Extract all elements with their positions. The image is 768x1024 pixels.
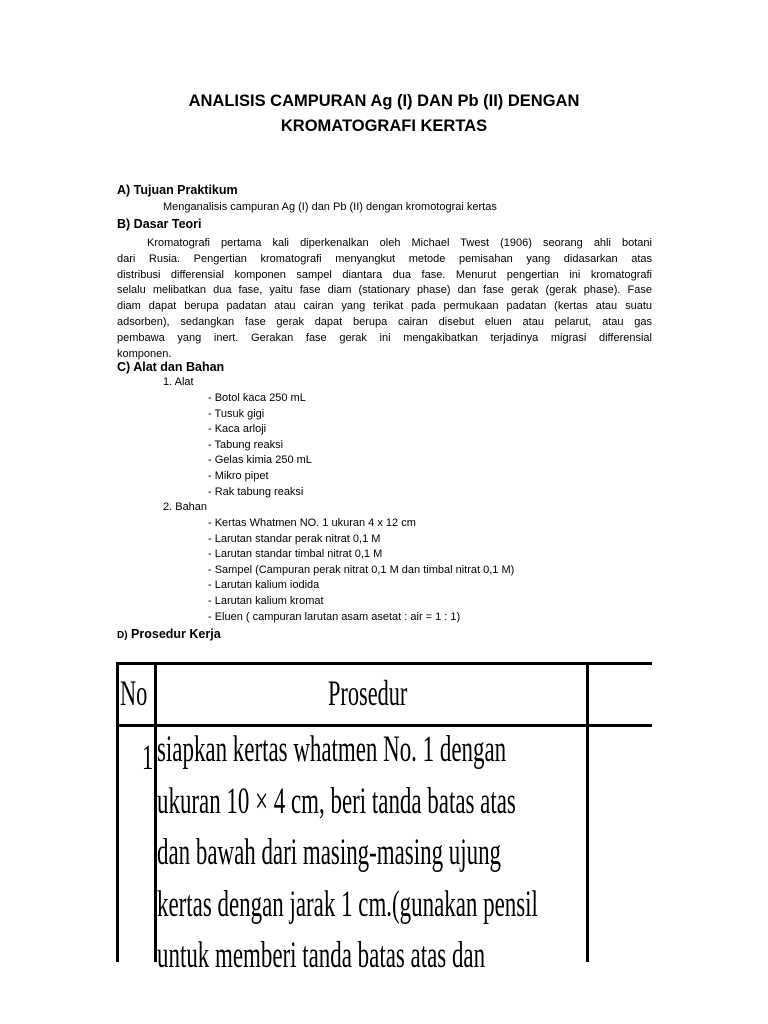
- section-b-heading: B) Dasar Teori: [117, 217, 202, 231]
- theory-line: komponen.: [117, 347, 172, 360]
- bahan-heading: 2. Bahan: [163, 501, 208, 513]
- procedure-line: ukuran 10 × 4 cm, beri tanda batas atas: [157, 780, 516, 822]
- theory-line: distribusi differensial komponen sampel diantara dua fase. Menurut pengertian ini kromatografi: [117, 268, 652, 281]
- list-item: - Larutan kalium iodida: [208, 579, 320, 592]
- list-item: - Larutan kalium kromat: [208, 594, 324, 607]
- procedure-line: dan bawah dari masing-masing ujung: [157, 832, 502, 873]
- list-item: - Tabung reaksi: [208, 438, 284, 451]
- table-top-border: [117, 662, 652, 665]
- list-item: - Tusuk gigi: [208, 407, 265, 420]
- section-d-prefix: D): [117, 630, 128, 641]
- section-a-heading: A) Tujuan Praktikum: [117, 183, 238, 197]
- procedure-line: kertas dengan jarak 1 cm.(gunakan pensil: [157, 883, 538, 925]
- alat-heading: 1. Alat: [163, 376, 194, 388]
- table-row-number: 1: [142, 737, 154, 777]
- theory-line: selalu melibatkan dua fase, yaitu fase diam (stationary phase) dan fase gerak (gerak phase). Fase: [117, 284, 652, 297]
- list-item: - Sampel (Campuran perak nitrat 0,1 M dan timbal nitrat 0,1 M): [208, 563, 515, 576]
- section-c-heading: C) Alat dan Bahan: [117, 360, 225, 374]
- procedure-line: siapkan kertas whatmen No. 1 dengan: [157, 729, 507, 770]
- list-item: - Botol kaca 250 mL: [208, 392, 306, 404]
- list-item: - Larutan standar timbal nitrat 0,1 M: [208, 548, 383, 561]
- theory-line: pembawa yang inert. Gerakan fase gerak ini mengakibatkan terjadinya migrasi differensial: [117, 331, 652, 344]
- theory-line: Kromatografi pertama kali diperkenalkan oleh Michael Twest (1906) seorang ahli botani: [147, 237, 652, 249]
- section-d-title: Prosedur Kerja: [131, 627, 221, 641]
- list-item: - Kaca arloji: [208, 423, 267, 436]
- list-item: - Gelas kimia 250 mL: [208, 454, 312, 467]
- table-left-border: [116, 662, 119, 962]
- table-header-prosedur: Prosedur: [328, 673, 408, 713]
- document-title-line1: ANALISIS CAMPURAN Ag (I) DAN Pb (II) DENGAN: [188, 92, 580, 110]
- list-item: - Kertas Whatmen NO. 1 ukuran 4 x 12 cm: [208, 517, 416, 529]
- list-item: - Mikro pipet: [208, 469, 269, 482]
- list-item: - Larutan standar perak nitrat 0,1 M: [208, 532, 381, 545]
- table-header-no: No: [120, 673, 148, 713]
- theory-line: adsorben), sedangkan fase gerak dapat berupa cairan disebut eluen atau pelarut, atau gas: [117, 315, 652, 328]
- table-col-divider-right: [586, 662, 589, 962]
- table-row-procedure: [157, 724, 538, 982]
- list-item: - Eluen ( campuran larutan asam asetat : air = 1 : 1): [208, 610, 461, 623]
- procedure-line: untuk memberi tanda batas atas dan: [157, 935, 486, 976]
- document-title-line2: KROMATOGRAFI KERTAS: [280, 117, 488, 135]
- list-item: - Rak tabung reaksi: [208, 485, 304, 498]
- section-a-text: Menganalisis campuran Ag (I) dan Pb (II) dengan kromotograi kertas: [163, 201, 497, 213]
- theory-line: dari Rusia. Pengertian kromatografi menyangkut metode pemisahan yang didasarkan atas: [117, 252, 652, 265]
- theory-line: diam dapat berupa padatan atau cairan yang terikat pada permukaan padatan (kertas atau suatu: [117, 300, 652, 313]
